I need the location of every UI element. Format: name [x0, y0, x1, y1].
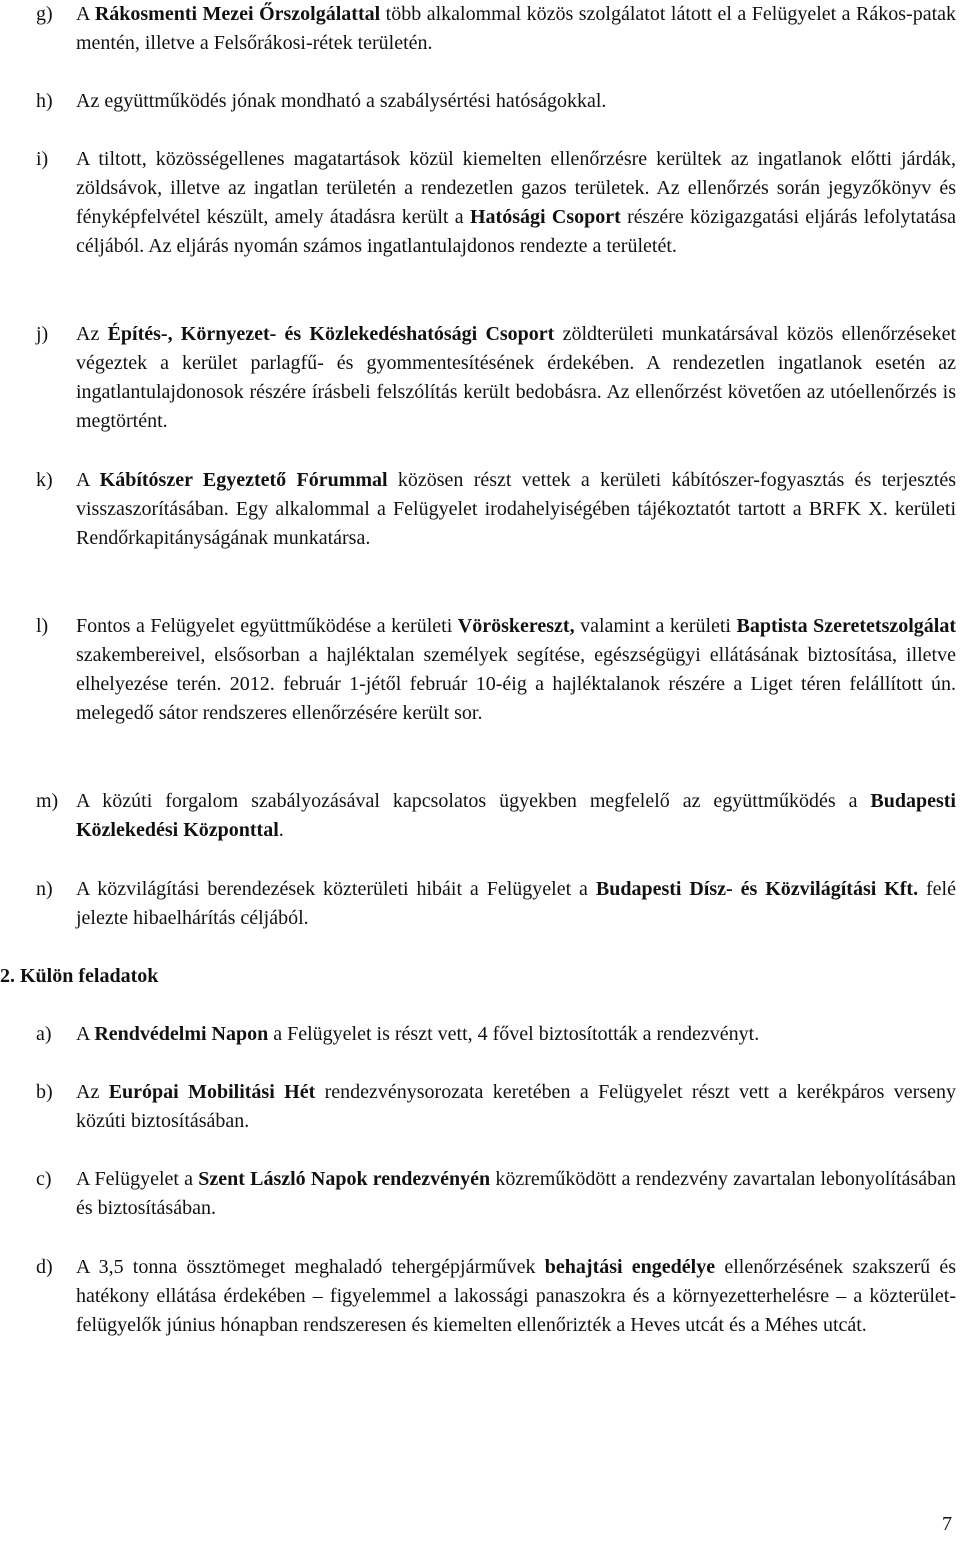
list-item-c	[36, 1165, 956, 1223]
list-item-text	[76, 320, 956, 436]
text-run: A közvilágítási berendezések közterületi hibáit a Felügyelet a	[76, 878, 596, 900]
bold-text-run: Budapesti Közlekedési Központtal	[76, 790, 956, 841]
list-item-j	[36, 320, 956, 436]
bold-text-run: Budapesti Dísz- és Közvilágítási Kft.	[595, 878, 919, 900]
list-item-text	[76, 612, 956, 728]
text-run: több alkalommal közös szolgálatot látott el a Felügyelet a Rákos-patak mentén, illetve a Felsőrákosi-rétek területén.	[76, 3, 957, 54]
list-item-n	[36, 875, 956, 933]
text-run: Az együttműködés jónak mondható a szabálysértési hatóságokkal.	[76, 90, 607, 112]
text-run: A	[76, 1023, 95, 1045]
bold-text-run: Hatósági Csoport	[470, 206, 621, 228]
text-run: részére közigazgatási eljárás lefolytatása céljából. Az eljárás nyomán számos ingatlantulajdonos rendezte a területét.	[76, 206, 956, 257]
list-marker: l)	[36, 615, 49, 637]
list-marker: h)	[36, 90, 53, 112]
list-item-a	[36, 1020, 956, 1049]
list-item-d	[36, 1253, 956, 1340]
text-run: közösen részt vettek a kerületi kábítószer-fogyasztás és terjesztés visszaszorításában. Egy alkalommal a Felügyelet irodahelyiségében tájékoztatót tartott a BRFK X. kerületi Rendőrkapitányságának munkatársa.	[76, 469, 956, 549]
text-run: .	[278, 819, 284, 841]
text-run: közreműködött a rendezvény zavartalan lebonyolításában és biztosításában.	[76, 1168, 956, 1219]
text-run: rendezvénysorozata keretében a Felügyelet részt vett a kerékpáros verseny közúti biztosításában.	[76, 1081, 956, 1132]
list-marker: k)	[36, 469, 53, 491]
list-item-i	[36, 145, 956, 261]
text-run: A	[76, 3, 95, 25]
list-item-text	[76, 466, 956, 553]
list-marker: b)	[36, 1081, 53, 1103]
page-number: 7	[942, 1513, 952, 1535]
list-item-text	[76, 87, 956, 116]
list-marker: c)	[36, 1168, 52, 1190]
list-item-text	[76, 1020, 956, 1049]
bold-text-run: Rákosmenti Mezei Őrszolgálattal	[94, 3, 381, 25]
list-item-g	[36, 0, 956, 58]
bold-text-run: Baptista Szeretetszolgálat	[736, 615, 956, 637]
list-marker: i)	[36, 148, 49, 170]
text-run: A Felügyelet a	[76, 1168, 199, 1190]
list-marker: n)	[36, 878, 53, 900]
list-item-m	[36, 787, 956, 845]
list-item-b	[36, 1078, 956, 1136]
text-run: szakembereivel, elsősorban a hajléktalan személyek segítése, egészségügyi ellátásának biztosítása, illetve elhelyezése terén. 2012. február 1-jétől február 10-éig a hajléktalanok részére a Liget téren felállított ún. melegedő sátor rendszeres ellenőrzésére került sor.	[76, 644, 956, 724]
text-run: A	[76, 469, 100, 491]
text-run: Az	[76, 323, 108, 345]
text-run: A tiltott, közösségellenes magatartások közül kiemelten ellenőrzésre kerültek az ingatlanok előtti járdák, zöldsávok, illetve az ingatlan területén a rendezetlen gazos területek. Az ellenőrzés során jegyzőkönyv és fényképfelvétel készült, amely átadásra került a	[76, 148, 956, 228]
list-marker: a)	[36, 1023, 52, 1045]
list-item-text	[76, 145, 956, 261]
list-marker: m)	[36, 790, 59, 812]
list-marker: g)	[36, 3, 53, 25]
list-marker: j)	[36, 323, 49, 345]
text-run: zöldterületi munkatársával közös ellenőrzéseket végeztek a kerület parlagfű- és gyommentesítésének érdekében. A rendezetlen ingatlanok esetén az ingatlantulajdonosok részére írásbeli felszólítás került bedobásra. Az ellenőrzést követően az utóellenőrzés is megtörtént.	[76, 323, 956, 432]
bold-text-run: behajtási engedélye	[544, 1256, 716, 1278]
list-item-text	[76, 1165, 956, 1223]
list-marker: d)	[36, 1256, 53, 1278]
text-run: valamint a kerületi	[574, 615, 737, 637]
text-run: A közúti forgalom szabályozásával kapcsolatos ügyekben megfelelő az együttműködés a	[76, 790, 871, 812]
list-item-text	[76, 875, 956, 933]
list-item-text	[76, 1253, 956, 1340]
bold-text-run: Szent László Napok rendezvényén	[198, 1168, 491, 1190]
list-item-text	[76, 0, 956, 58]
list-item-text	[76, 1078, 956, 1136]
list-item-l	[36, 612, 956, 728]
bold-text-run: Vöröskereszt,	[457, 615, 575, 637]
text-run: Az	[76, 1081, 109, 1103]
section-heading: 2. Külön feladatok	[0, 965, 159, 987]
list-item-h	[36, 87, 956, 116]
bold-text-run: Kábítószer Egyeztető Fórummal	[99, 469, 388, 491]
text-run: felé jelezte hibaelhárítás céljából.	[76, 878, 956, 929]
text-run: A 3,5 tonna össztömeget meghaladó tehergépjárművek	[76, 1256, 545, 1278]
text-run: Fontos a Felügyelet együttműködése a kerületi	[76, 615, 458, 637]
list-item-text	[76, 787, 956, 845]
list-item-k	[36, 466, 956, 553]
bold-text-run: Rendvédelmi Napon	[94, 1023, 269, 1045]
text-run: a Felügyelet is részt vett, 4 fővel biztosították a rendezvényt.	[268, 1023, 760, 1045]
text-run: ellenőrzésének szakszerű és hatékony ellátása érdekében – figyelemmel a lakossági panaszokra és a környezetterhelésre – a közterület-felügyelők június hónapban rendszeresen és kiemelten ellenőrizték a Heves utcát és a Méhes utcát.	[76, 1256, 957, 1336]
bold-text-run: Európai Mobilitási Hét	[108, 1081, 316, 1103]
bold-text-run: Építés-, Környezet- és Közlekedéshatósági Csoport	[107, 323, 555, 345]
